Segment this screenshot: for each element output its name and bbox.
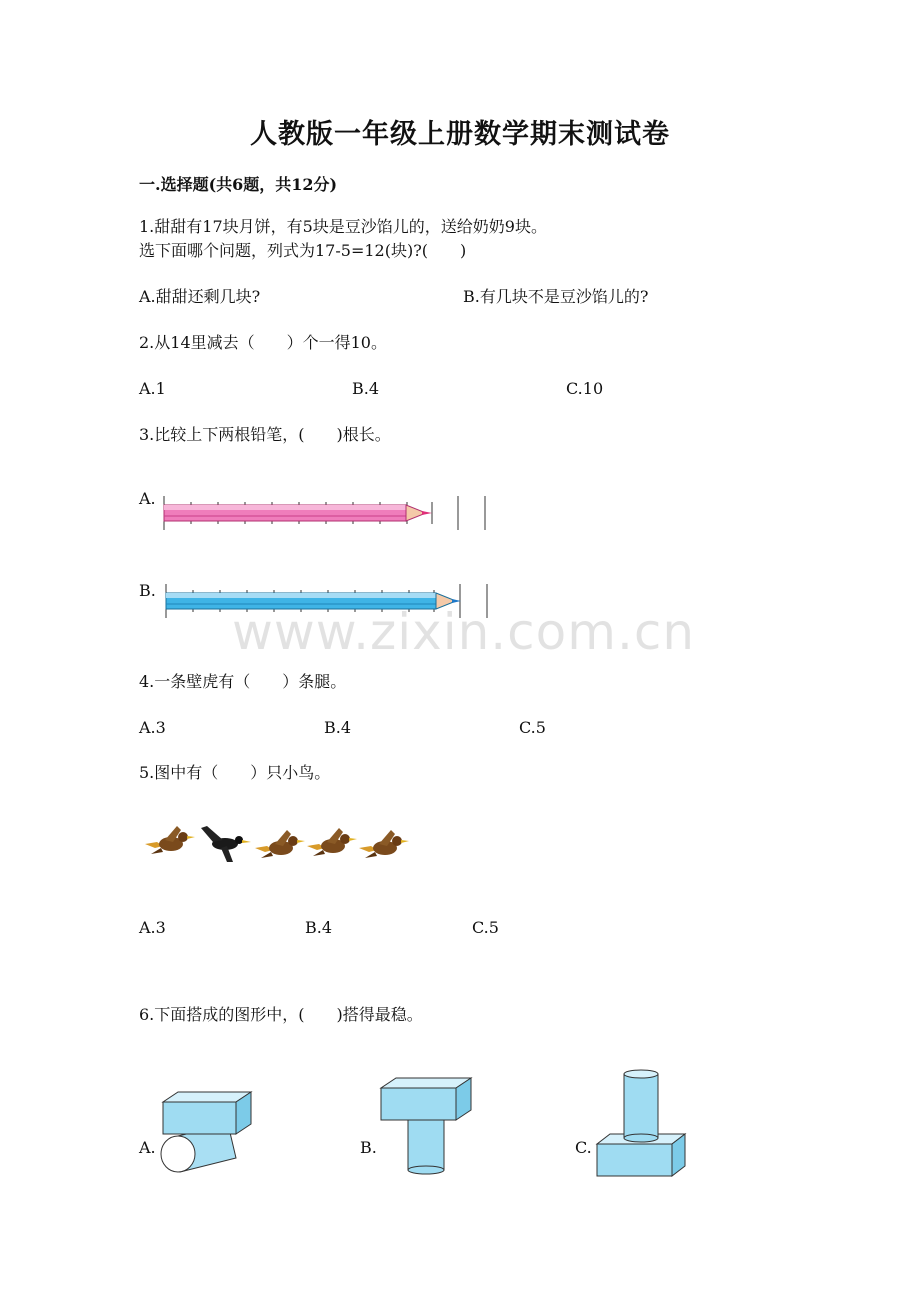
q2-option-c: C.10 <box>566 379 604 398</box>
q4-option-c: C.5 <box>519 718 546 737</box>
q5-option-a: A.3 <box>139 918 166 937</box>
bird-3 <box>255 830 305 858</box>
bird-1 <box>145 826 195 854</box>
q1-stem-line2: 选下面哪个问题，列式为17-5=12(块)?( ) <box>139 241 467 260</box>
pencil-a-illustration <box>160 492 492 534</box>
page-title: 人教版一年级上册数学期末测试卷 <box>250 119 670 150</box>
section-heading: 一.选择题(共6题，共12分) <box>139 175 338 194</box>
q4-option-b: B.4 <box>324 718 352 737</box>
q6-option-a: A. <box>139 1138 156 1157</box>
q5-option-c: C.5 <box>472 918 499 937</box>
q6-option-c: C. <box>575 1138 592 1157</box>
q4-option-a: A.3 <box>139 718 166 737</box>
watermark: www.zixin.com.cn <box>232 603 696 661</box>
q2-option-b: B.4 <box>352 379 380 398</box>
q1-option-a: A.甜甜还剩几块? <box>139 287 261 306</box>
q3-option-b: B. <box>139 581 156 600</box>
q5-option-b: B.4 <box>305 918 333 937</box>
q6-option-b: B. <box>360 1138 377 1157</box>
q3-stem: 3.比较上下两根铅笔，( )根长。 <box>139 425 391 444</box>
birds-illustration <box>143 822 415 866</box>
bird-4 <box>307 828 357 856</box>
stack-c-illustration <box>594 1066 690 1178</box>
q4-stem: 4.一条壁虎有（ ）条腿。 <box>139 672 347 691</box>
q6-stem: 6.下面搭成的图形中，( )搭得最稳。 <box>139 1005 423 1024</box>
q1-option-b: B.有几块不是豆沙馅儿的? <box>463 287 649 306</box>
stack-a-illustration <box>156 1088 256 1180</box>
bird-5 <box>359 830 409 858</box>
q3-option-a: A. <box>139 489 156 508</box>
q5-stem: 5.图中有（ ）只小鸟。 <box>139 763 331 782</box>
q2-option-a: A.1 <box>139 379 166 398</box>
q1-stem-line1: 1.甜甜有17块月饼，有5块是豆沙馅儿的，送给奶奶9块。 <box>139 217 547 236</box>
q2-stem: 2.从14里减去（ ）个一得10。 <box>139 333 387 352</box>
stack-b-illustration <box>378 1074 474 1178</box>
bird-2 <box>201 826 251 862</box>
